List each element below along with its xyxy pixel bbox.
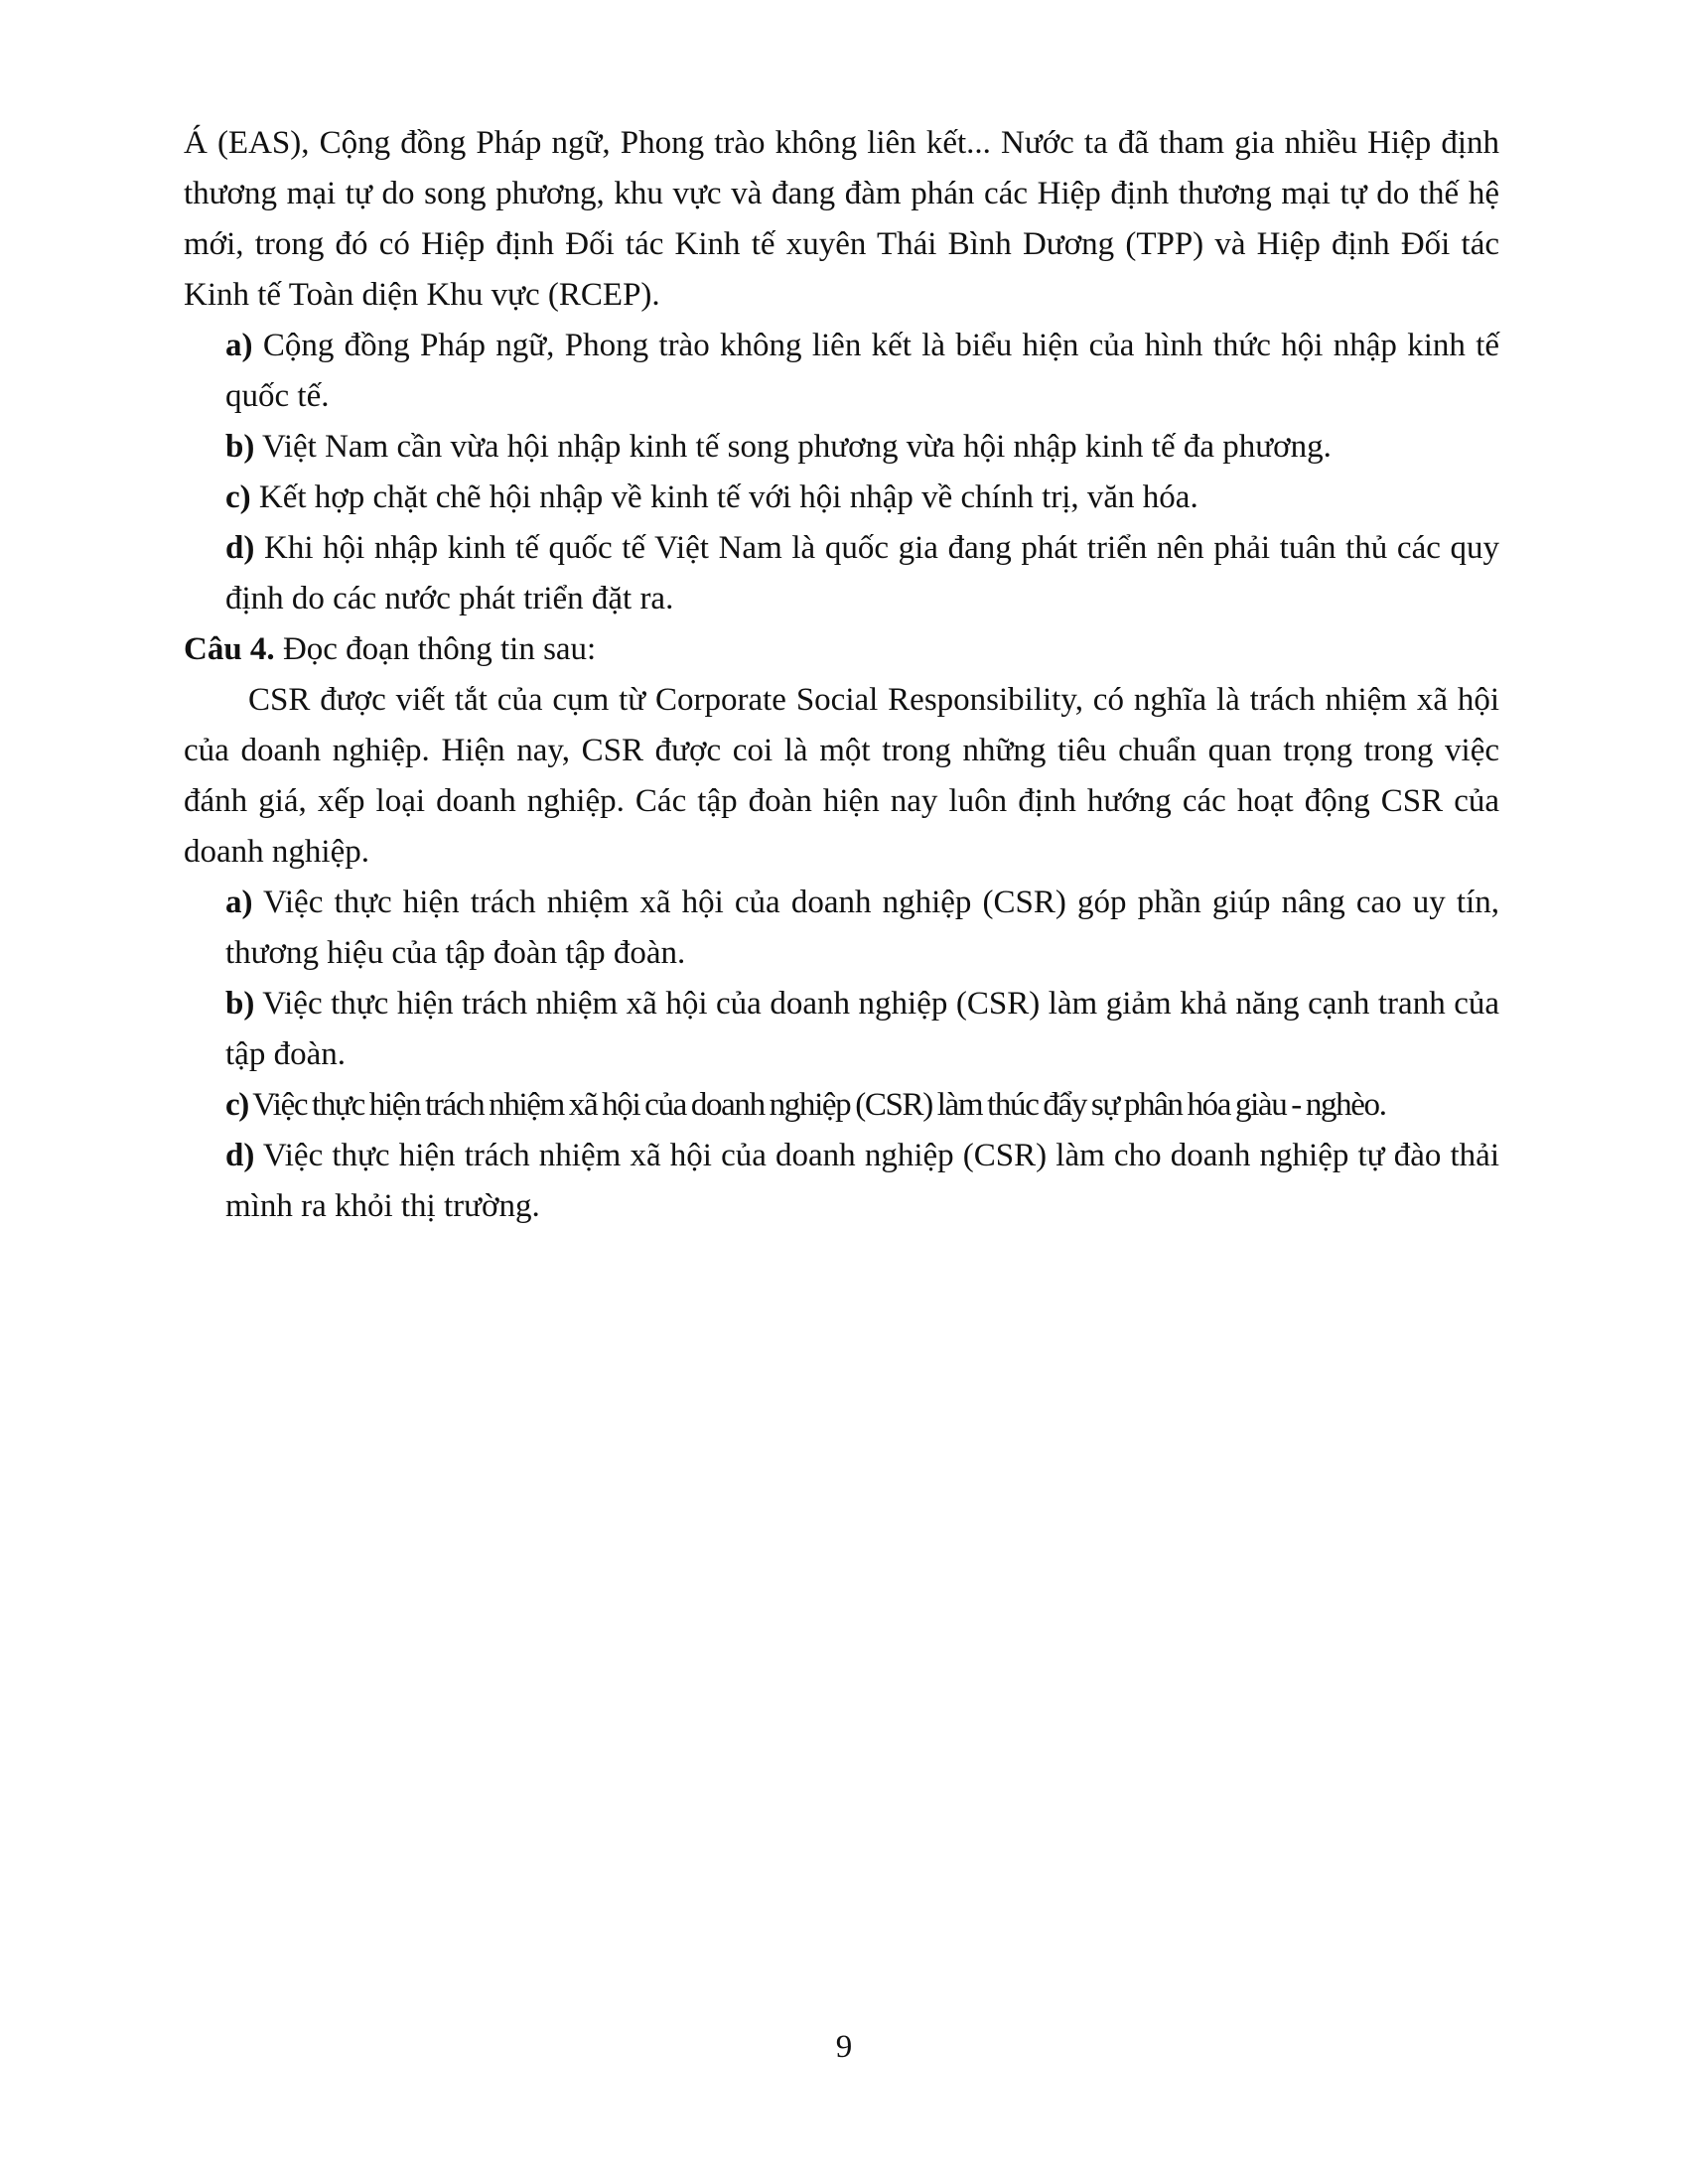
option-label: d)	[225, 1138, 255, 1173]
q4-passage: CSR được viết tắt của cụm từ Corporate Social Responsibility, có nghĩa là trách nhiệm xã hội của doanh nghiệp. Hiện nay, CSR được coi là một trong những tiêu chuẩn quan trọng trong việc đánh giá, xếp loại doanh nghiệp. Các tập đoàn hiện nay luôn định hướng các hoạt động CSR của doanh nghiệp.	[184, 682, 1499, 870]
option-text: Kết hợp chặt chẽ hội nhập về kinh tế với hội nhập về chính trị, văn hóa.	[258, 479, 1198, 515]
option-label: a)	[225, 885, 253, 920]
option-text: Việc thực hiện trách nhiệm xã hội của doanh nghiệp (CSR) làm cho doanh nghiệp tự đào thải mình ra khỏi thị trường.	[225, 1138, 1500, 1224]
q3-option-c	[225, 473, 1499, 523]
q4-option-c	[225, 1080, 1499, 1131]
question-prompt: Đọc đoạn thông tin sau:	[282, 631, 597, 667]
q3-option-b	[225, 422, 1499, 473]
option-text: Việc thực hiện trách nhiệm xã hội của doanh nghiệp (CSR) làm thúc đẩy sự phân hóa giàu - nghèo.	[252, 1087, 1386, 1123]
option-text: Cộng đồng Pháp ngữ, Phong trào không liên kết là biểu hiện của hình thức hội nhập kinh tế quốc tế.	[225, 328, 1500, 414]
option-text: Việt Nam cần vừa hội nhập kinh tế song phương vừa hội nhập kinh tế đa phương.	[262, 429, 1332, 465]
option-label: a)	[225, 328, 253, 363]
option-label: b)	[225, 429, 255, 465]
question-label: Câu 4.	[184, 631, 275, 667]
intro-paragraph: Á (EAS), Cộng đồng Pháp ngữ, Phong trào không liên kết... Nước ta đã tham gia nhiều Hiệp định thương mại tự do song phương, khu vực và đang đàm phán các Hiệp định thương mại tự do thế hệ mới, trong đó có Hiệp định Đối tác Kinh tế xuyên Thái Bình Dương (TPP) và Hiệp định Đối tác Kinh tế Toàn diện Khu vực (RCEP).	[184, 125, 1499, 313]
option-text: Việc thực hiện trách nhiệm xã hội của doanh nghiệp (CSR) làm giảm khả năng cạnh tranh của tập đoàn.	[225, 986, 1500, 1072]
q4-option-a	[225, 878, 1499, 979]
page-content	[184, 118, 1499, 1232]
option-label: d)	[225, 530, 255, 566]
q4-heading	[184, 624, 1499, 675]
option-label: c)	[225, 479, 251, 515]
q3-option-d	[225, 523, 1499, 624]
option-text: Việc thực hiện trách nhiệm xã hội của doanh nghiệp (CSR) góp phần giúp nâng cao uy tín, thương hiệu của tập đoàn tập đoàn.	[225, 885, 1499, 971]
q3-option-a	[225, 321, 1499, 422]
page-number: 9	[835, 2029, 853, 2065]
q4-option-d	[225, 1131, 1499, 1232]
option-label: c)	[225, 1087, 248, 1123]
q4-option-b	[225, 979, 1499, 1080]
option-label: b)	[225, 986, 255, 1022]
option-text: Khi hội nhập kinh tế quốc tế Việt Nam là quốc gia đang phát triển nên phải tuân thủ các quy định do các nước phát triển đặt ra.	[225, 530, 1499, 616]
